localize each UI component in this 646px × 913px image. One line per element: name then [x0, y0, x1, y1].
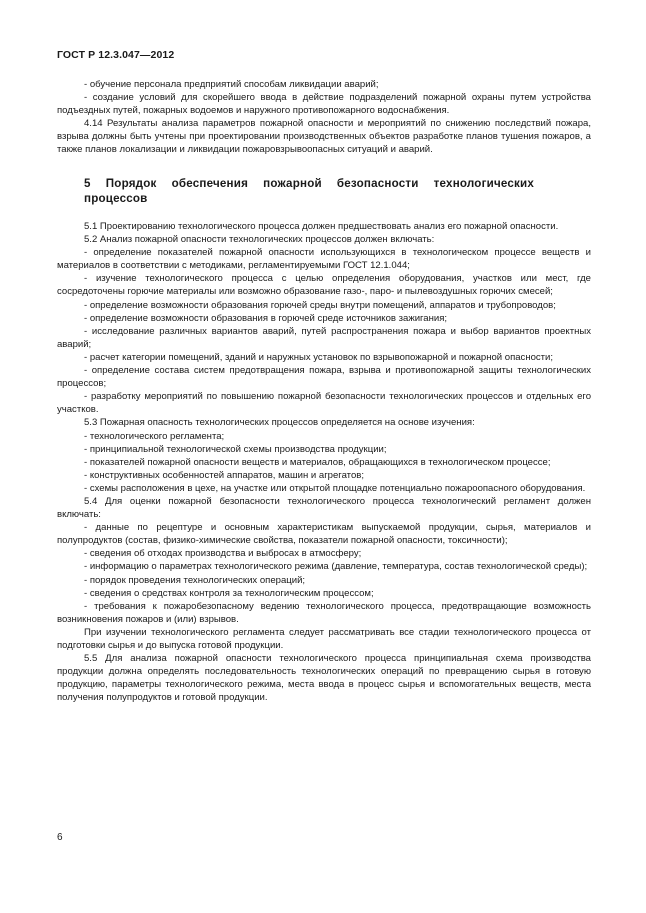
- paragraph: 5.1 Проектированию технологического процесса должен предшествовать анализ его пожарной опасности.: [84, 221, 559, 232]
- list-item: - расчет категории помещений, зданий и наружных установок по взрывопожарной и пожарной опасности;: [84, 351, 554, 363]
- list-item: - определение возможности образования горючей среды внутри помещений, аппаратов и трубопроводов;: [84, 299, 556, 311]
- section-heading: 5 Порядок обеспечения пожарной безопасности технологических процессов: [84, 177, 534, 205]
- list-item: - данные по рецептуре и основным характеристикам выпускаемой продукции, сырья, материалов и полупродуктов (состав, физико-химические свойства, показатели пожарной опасности, токсичности);: [57, 522, 591, 547]
- list-item: - исследование различных вариантов аварий, путей распространения пожара и выбор вариантов проектных аварий;: [57, 325, 591, 350]
- list-item: - определение состава систем предотвращения пожара, взрыва и противопожарной защиты технологических процессов;: [57, 365, 591, 390]
- list-item: - сведения о средствах контроля за технологическим процессом;: [84, 587, 374, 599]
- paragraph: - обучение персонала предприятий способам ликвидации аварий;: [84, 79, 379, 90]
- body-text-block-2: [57, 220, 591, 704]
- list-item: - информацию о параметрах технологического режима (давление, температура, состав технологической среды);: [84, 561, 588, 573]
- body-text-block-1: [57, 78, 591, 157]
- list-item: - изучение технологического процесса с целью определения оборудования, участков или мест, где сосредоточены горючие материалы или возможно образование газо-, паро- и пылевоздушных горючих смесей;: [57, 273, 591, 298]
- paragraph: 4.14 Результаты анализа параметров пожарной опасности и мероприятий по снижению последствий пожара, взрыва должны быть учтены при проектировании производственных объектов разработке планов тушения пожаров, а также планов локализации и ликвидации пожаровзрывоопасных ситуаций и аварий.: [57, 118, 591, 156]
- list-item: - конструктивных особенностей аппаратов, машин и агрегатов;: [84, 469, 364, 481]
- list-item: - определение показателей пожарной опасности использующихся в технологическом процессе веществ и материалов в соответствии с методиками, регламентируемыми ГОСТ 12.1.044;: [57, 247, 591, 272]
- list-item: - схемы расположения в цехе, на участке или открытой площадке потенциально пожароопасного оборудования.: [84, 482, 586, 494]
- paragraph: 5.4 Для оценки пожарной безопасности технологического процесса технологический регламент должен включать:: [57, 495, 591, 521]
- list-item: - определение возможности образования в горючей среде источников зажигания;: [84, 312, 448, 324]
- page-number: 6: [57, 832, 63, 843]
- list-item: - порядок проведения технологических операций;: [84, 574, 306, 586]
- document-header: ГОСТ Р 12.3.047—2012: [57, 49, 175, 61]
- paragraph: При изучении технологического регламента следует рассматривать все стадии технологического процесса от подготовки сырья и до выпуска готовой продукции.: [57, 626, 591, 651]
- list-item: - показателей пожарной опасности веществ и материалов, обращающихся в технологическом процессе;: [84, 456, 551, 468]
- list-item: - требования к пожаробезопасному ведению технологического процесса, предотвращающие возможность возникновения пожаров и (или) взрывов.: [57, 600, 591, 625]
- list-item: - разработку мероприятий по повышению пожарной безопасности технологических процессов и отдельных его участков.: [57, 391, 591, 416]
- list-item: - сведения об отходах производства и выбросах в атмосферу;: [84, 548, 362, 560]
- paragraph: 5.3 Пожарная опасность технологических процессов определяется на основе изучения:: [84, 417, 475, 429]
- paragraph: 5.5 Для анализа пожарной опасности технологического процесса принципиальная схема производства продукции должна определять последовательность технологических операций по превращению сырья в готовую продукцию, параметры технологического режима, места ввода в процесс сырья и вспомогательных веществ, места получения полупродуктов и готовой продукции.: [57, 653, 591, 704]
- list-item: - принципиальной технологической схемы производства продукции;: [84, 443, 387, 455]
- list-item: - технологического регламента;: [84, 430, 225, 442]
- paragraph: - создание условий для скорейшего ввода в действие подразделений пожарной охраны путем устройства подъездных путей, пожарных водоемов и наружного противопожарного водоснабжения.: [57, 92, 591, 117]
- paragraph: 5.2 Анализ пожарной опасности технологических процессов должен включать:: [84, 234, 435, 246]
